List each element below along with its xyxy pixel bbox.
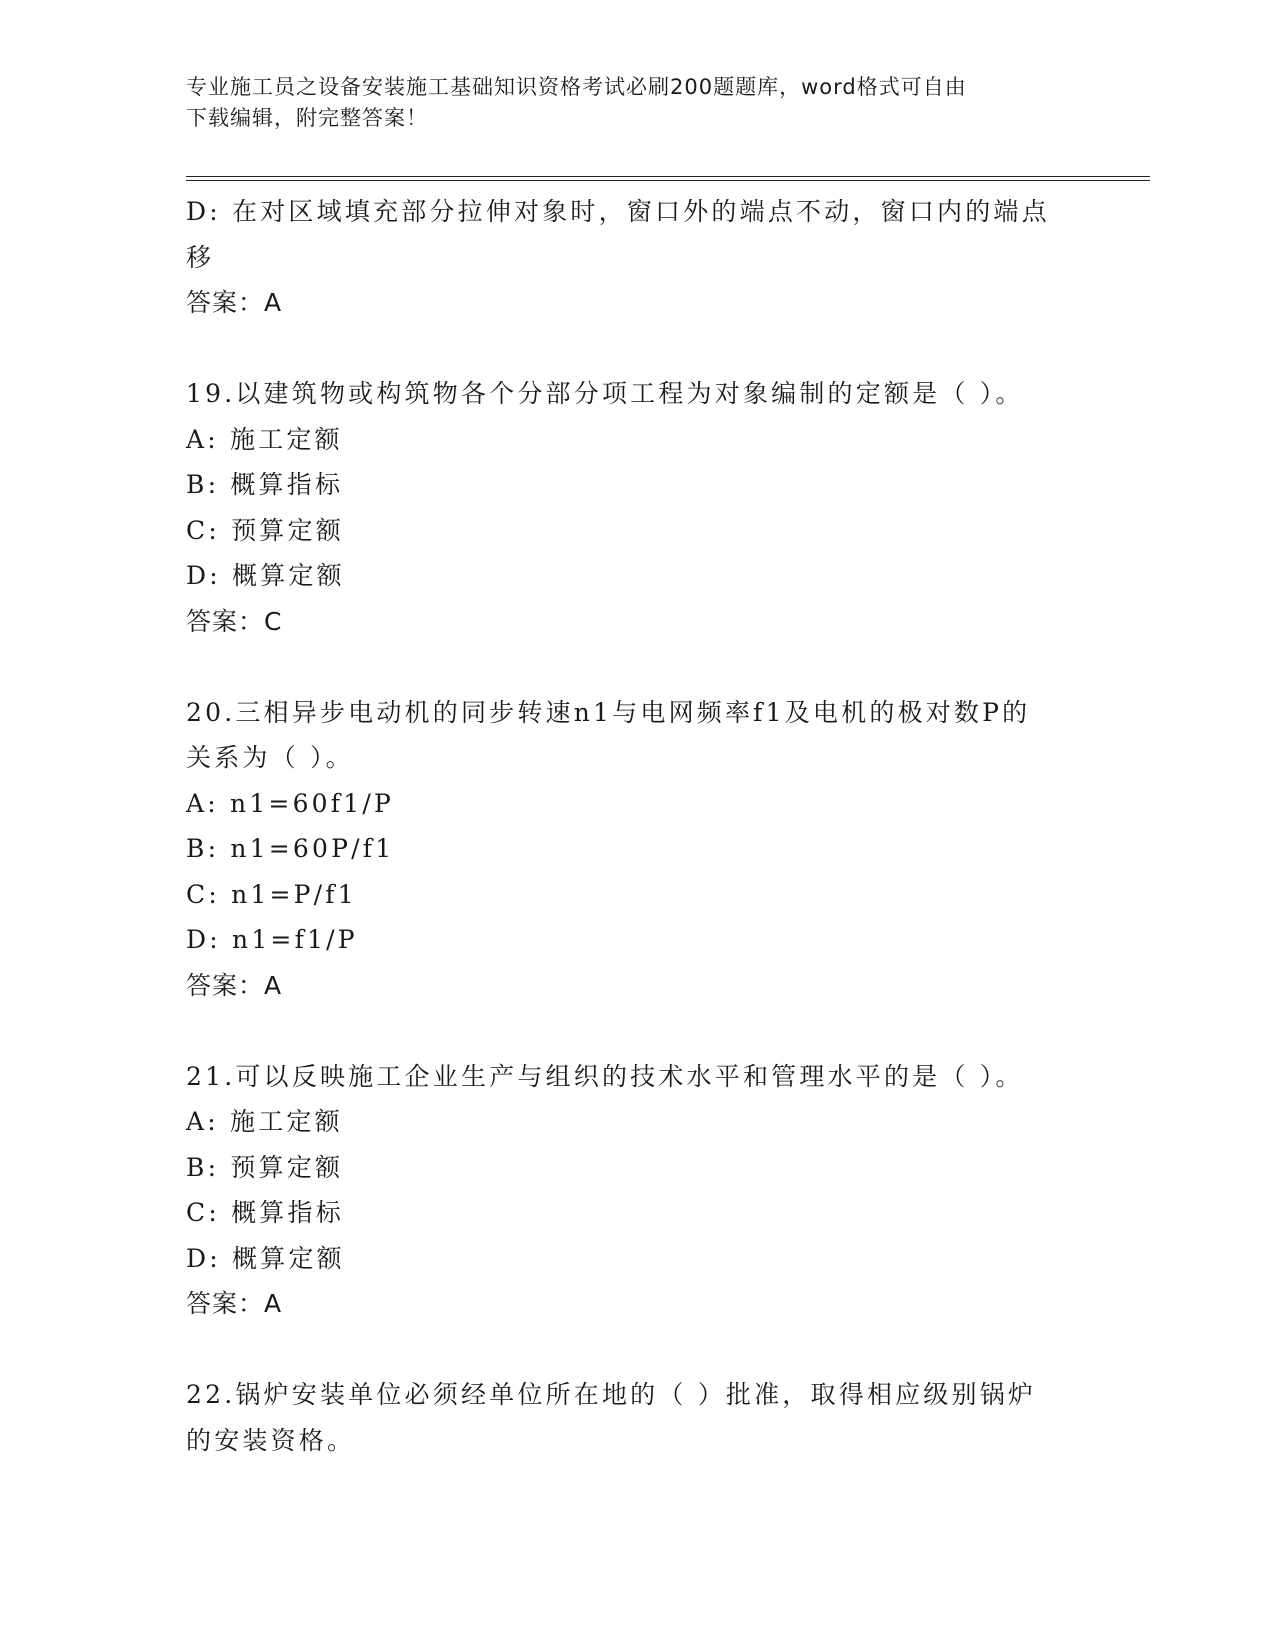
option-d: D: 在对区域填充部分拉伸对象时，窗口外的端点不动，窗口内的端点 xyxy=(186,197,1050,226)
option-b: B: 预算定额 xyxy=(186,1152,344,1182)
header-divider xyxy=(186,176,1150,181)
spacer xyxy=(186,644,1086,690)
option-d: D: n1=f1/P xyxy=(186,925,358,954)
answer-line: 答案：C xyxy=(186,606,283,636)
answer-line: 答案：A xyxy=(186,1289,283,1318)
question-stem-continued: 的安装资格。 xyxy=(186,1425,356,1455)
question-21 xyxy=(186,1054,1086,1327)
question-stem: 22.锅炉安装单位必须经单位所在地的（ ）批准，取得相应级别锅炉 xyxy=(186,1380,1037,1409)
question-20 xyxy=(186,690,1086,1009)
question-stem: 19.以建筑物或构筑物各个分部分项工程为对象编制的定额是（ ）。 xyxy=(186,379,1024,408)
question-19 xyxy=(186,371,1086,644)
option-a: A: 施工定额 xyxy=(186,424,343,454)
document-header xyxy=(186,72,1066,134)
spacer xyxy=(186,1008,1086,1054)
option-d: D: 概算定额 xyxy=(186,1243,345,1273)
option-b: B: n1=60P/f1 xyxy=(186,834,395,863)
option-c: C: 概算指标 xyxy=(186,1198,344,1227)
question-stem-continued: 关系为（ ）。 xyxy=(186,743,354,772)
spacer xyxy=(186,326,1086,372)
prev-question xyxy=(186,189,1086,326)
option-d: D: 概算定额 xyxy=(186,561,345,590)
spacer xyxy=(186,1327,1086,1373)
header-title-line-2: 下载编辑，附完整答案！ xyxy=(186,106,428,130)
question-stem: 21.可以反映施工企业生产与组织的技术水平和管理水平的是（ ）。 xyxy=(186,1061,1024,1091)
header-title-line-1: 专业施工员之设备安装施工基础知识资格考试必刷200题题库，word格式可自由 xyxy=(186,75,967,99)
option-a: A: n1=60f1/P xyxy=(186,788,394,818)
answer-line: 答案：A xyxy=(186,288,283,317)
option-a: A: 施工定额 xyxy=(186,1107,343,1136)
answer-line: 答案：A xyxy=(186,970,283,1000)
option-b: B: 概算指标 xyxy=(186,470,344,499)
option-c: C: 预算定额 xyxy=(186,515,344,545)
option-c: C: n1=P/f1 xyxy=(186,879,357,909)
question-stem: 20.三相异步电动机的同步转速n1与电网频率f1及电机的极对数P的 xyxy=(186,697,1031,727)
question-list xyxy=(186,189,1086,1463)
option-d-continued: 移 xyxy=(186,242,215,272)
question-22 xyxy=(186,1372,1086,1463)
